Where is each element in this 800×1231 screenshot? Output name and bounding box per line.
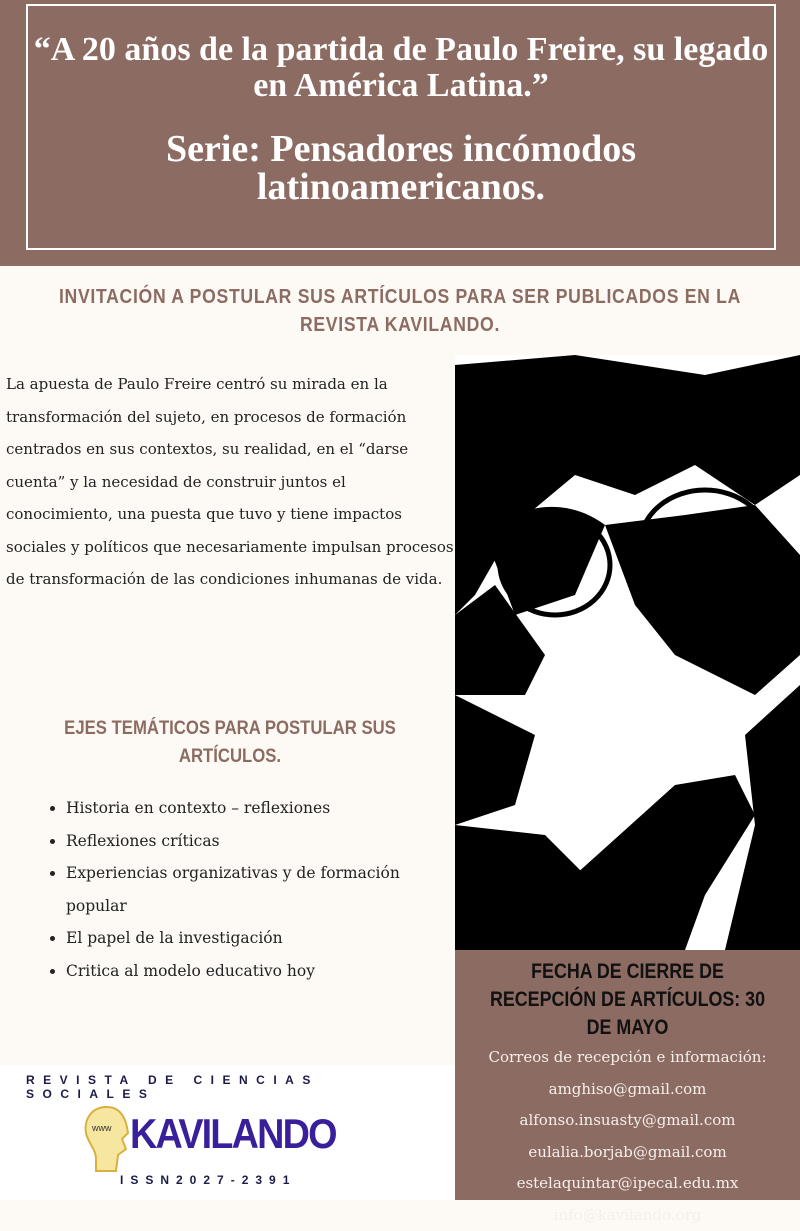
title-box [26, 4, 776, 250]
email-link[interactable]: alfonso.insuasty@gmail.com [455, 1105, 800, 1137]
email-link[interactable]: estelaquintar@ipecal.edu.mx [455, 1168, 800, 1200]
invitation-heading: INVITACIÓN A POSTULAR SUS ARTÍCULOS PARA SER PUBLICADOS EN LA REVISTA KAVILANDO. [48, 283, 752, 339]
intro-paragraph: La apuesta de Paulo Freire centró su mirada en la transformación del sujeto, en procesos de formación centrados en sus contextos, su realidad, en el “darse cuenta” y la necesidad de construir juntos el conocimiento, una puesta que tuvo y tiene impactos sociales y políticos que necesariamente impulsan procesos de transformación de las condiciones inhumanas de vida. [6, 368, 454, 596]
list-item: • El papel de la investigación [66, 922, 461, 955]
series-title: Serie: Pensadores incómodos latinoamericanos. [28, 130, 774, 206]
email-link[interactable]: info@kavilando.org [455, 1200, 800, 1231]
logo-issn: ISSN2027-2391 [120, 1173, 296, 1187]
themes-list [46, 792, 461, 987]
deadline-panel [455, 950, 800, 1200]
logo-name: KAVILANDO [130, 1110, 336, 1158]
email-link[interactable]: amghiso@gmail.com [455, 1074, 800, 1106]
lightbulb-head-icon [82, 1105, 132, 1175]
logo-tagline: REVISTA DE CIENCIAS SOCIALES [26, 1073, 455, 1101]
list-item: • Reflexiones críticas [66, 825, 461, 858]
main-title: “A 20 años de la partida de Paulo Freire, su legado en América Latina.” [28, 32, 774, 104]
email-link[interactable]: eulalia.borjab@gmail.com [455, 1137, 800, 1169]
paulo-freire-portrait [455, 355, 800, 950]
deadline-text: FECHA DE CIERRE DE RECEPCIÓN DE ARTÍCULOS: 30 DE MAYO [481, 958, 774, 1042]
list-item: • Experiencias organizativas y de formación popular [66, 857, 461, 922]
list-item: • Critica al modelo educativo hoy [66, 955, 461, 988]
list-item: • Historia en contexto – reflexiones [66, 792, 461, 825]
themes-heading: EJES TEMÁTICOS PARA POSTULAR SUS ARTÍCULOS. [63, 715, 397, 771]
contact-label: Correos de recepción e información: [455, 1042, 800, 1074]
header-banner [0, 0, 800, 266]
logo-www: www [91, 1123, 112, 1133]
kavilando-logo [0, 1065, 455, 1200]
